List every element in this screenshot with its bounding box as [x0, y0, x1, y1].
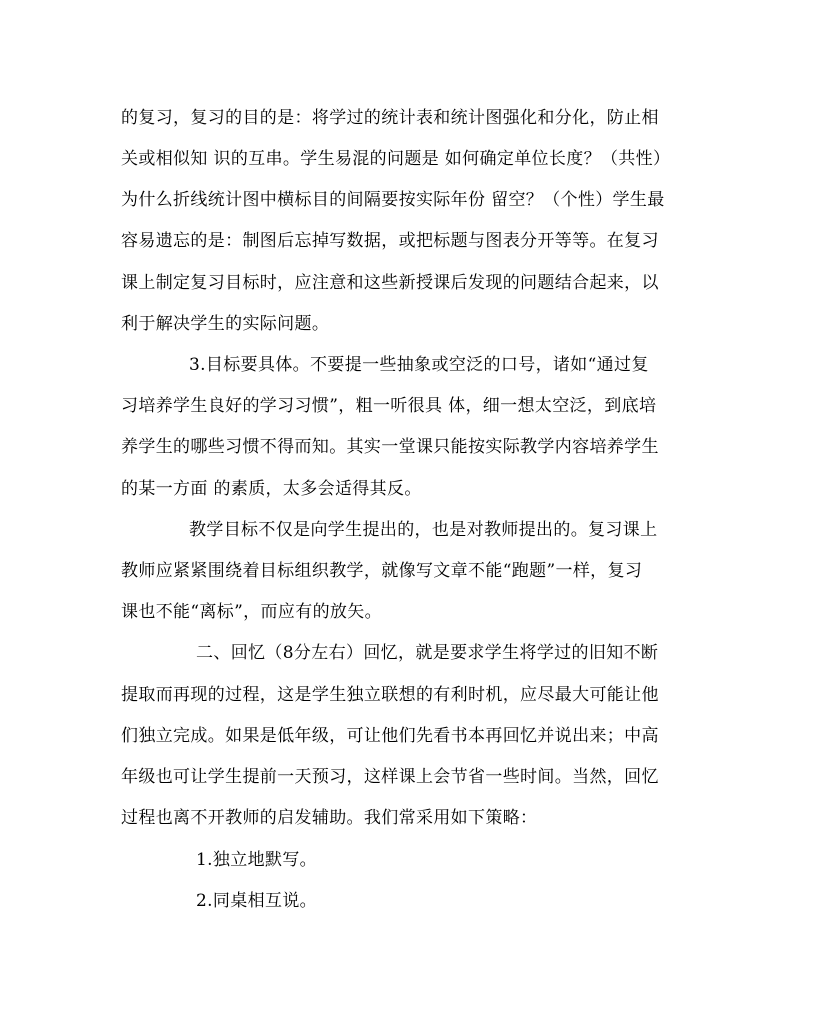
body-text-line: 教师应紧紧围绕着目标组织教学，就像写文章不能“跑题”一样，复习	[121, 561, 643, 581]
body-text-line: 的某一方面 的素质，太多会适得其反。	[121, 479, 422, 499]
paragraph-start: 教学目标不仅是向学生提出的，也是对教师提出的。复习课上	[189, 520, 658, 540]
body-text-line: 养学生的哪些习惯不得而知。其实一堂课只能按实际教学内容培养学生	[121, 437, 659, 457]
list-item: 1.独立地默写。	[196, 850, 318, 870]
numbered-paragraph-start: 3.目标要具体。不要提一些抽象或空泛的口号，诸如“通过复	[189, 355, 649, 375]
body-text-line: 的复习，复习的目的是：将学过的统计表和统计图强化和分化，防止相	[121, 108, 659, 128]
body-text-line: 课也不能“离标”，而应有的放矢。	[121, 602, 382, 622]
body-text-line: 过程也离不开教师的启发辅助。我们常采用如下策略：	[121, 808, 538, 828]
body-text-line: 年级也可让学生提前一天预习，这样课上会节省一些时间。当然，回忆	[121, 767, 659, 787]
body-text-line: 们独立完成。如果是低年级，可让他们先看书本再回忆并说出来；中高	[121, 726, 659, 746]
body-text-line: 习培养学生良好的学习习惯”，粗一听很具 体，细一想太空泛，到底培	[121, 396, 657, 416]
body-text-line: 关或相似知 识的互串。学生易混的问题是 如何确定单位长度？（共性）	[121, 149, 671, 169]
list-item: 2.同桌相互说。	[196, 891, 318, 911]
body-text-line: 课上制定复习目标时，应注意和这些新授课后发现的问题结合起来，以	[121, 273, 659, 293]
body-text-line: 容易遗忘的是：制图后忘掉写数据，或把标题与图表分开等等。在复习	[121, 231, 659, 251]
section-heading-line: 二、回忆（8分左右）回忆，就是要求学生将学过的旧知不断	[196, 643, 659, 663]
body-text-line: 提取而再现的过程，这是学生独立联想的有利时机，应尽最大可能让他	[121, 685, 659, 705]
body-text-line: 为什么折线统计图中横标目的间隔要按实际年份 留空？（个性）学生最	[121, 190, 665, 210]
body-text-line: 利于解决学生的实际问题。	[121, 314, 330, 334]
